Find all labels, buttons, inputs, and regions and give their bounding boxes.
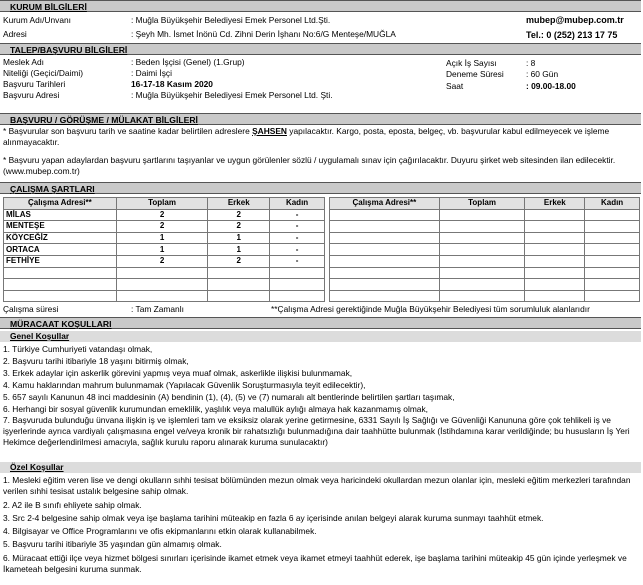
table-row-empty xyxy=(330,232,640,244)
kurum-name-value: : Muğla Büyükşehir Belediyesi Emek Personel Ltd.Şti. xyxy=(131,15,331,25)
table-row-empty xyxy=(4,279,325,291)
ozel-item-4: 4. Bilgisayar ve Office Programlarını ve ofis ekipmanlarını etkin olarak kullanabilmek. xyxy=(3,526,317,536)
talep-value-acik-is: : 8 xyxy=(526,58,536,68)
table-row-empty xyxy=(4,267,325,279)
ozel-item-5: 5. Başvuru tarihi itibariyle 35 yaşından gün almamış olmak. xyxy=(3,539,222,549)
row-toplam: 2 xyxy=(116,209,208,221)
calisma-adres-note: **Çalışma Adresi gerektiğinde Muğla Büyükşehir Belediyesi tüm sorumluluk alanlarıdır xyxy=(271,304,590,314)
ozel-item-3: 3. Src 2-4 belgesine sahip olmak veya işe başlama tarihini müteakip en fazla 6 ay içerisinde anılan belgeyi alarak kuruma sunmayı taahhüt etmek. xyxy=(3,513,544,523)
row-adres: MİLAS xyxy=(4,209,117,221)
table-row xyxy=(4,209,325,221)
talep-value-adres: : Muğla Büyükşehir Belediyesi Emek Personel Ltd. Şti. xyxy=(131,90,333,100)
muracaat-section-header xyxy=(0,317,641,329)
row-adres: MENTEŞE xyxy=(4,221,117,233)
header-adres-right: Çalışma Adresi** xyxy=(330,198,440,210)
ozel-item-6: 6. Müracaat ettiği ilçe veya hizmet bölgesi sınırları içerisinde ikamet etmek veya ikamet etmeyi taahhüt ederek, işe başlama tarihini müteakip 45 gün içinde yerleşmek ve İkameteah belgesini kuruma sunmak. xyxy=(3,553,627,575)
talep-label-adres: Başvuru Adresi xyxy=(3,90,60,100)
kurum-section-header xyxy=(0,0,641,12)
row-toplam: 2 xyxy=(116,255,208,267)
header-kadin-right: Kadın xyxy=(585,198,640,210)
ozel-kosullar-header xyxy=(0,462,641,473)
row-kadin: - xyxy=(270,209,325,221)
talep-label-tarih: Başvuru Tarihleri xyxy=(3,79,66,89)
kurum-address-label: Adresi xyxy=(3,29,27,39)
row-adres: FETHİYE xyxy=(4,255,117,267)
genel-item-5: 5. 657 sayılı Kanunun 48 inci maddesinin (A) bendinin (1), (4), (5) ve (7) numaralı alt bentlerinde belirtilen şartları taşımak, xyxy=(3,392,455,402)
kurum-section-title: KURUM BİLGİLERİ xyxy=(10,2,87,12)
basvuru-p1-emphasis: ŞAHSEN xyxy=(252,126,287,136)
kurum-phone: Tel.: 0 (252) 213 17 75 xyxy=(526,30,618,40)
talep-section-header xyxy=(0,43,641,55)
muracaat-section-title: MÜRACAAT KOŞULLARI xyxy=(10,319,112,329)
table-row xyxy=(4,244,325,256)
calisma-table-header-right xyxy=(330,198,640,210)
kurum-email: mubep@mubep.com.tr xyxy=(526,15,624,25)
header-erkek: Erkek xyxy=(208,198,270,210)
genel-item-3: 3. Erkek adaylar için askerlik görevini yapmış veya muaf olmak, askerlikle ilişkisi bulunmamak, xyxy=(3,368,353,378)
table-row-empty xyxy=(330,244,640,256)
row-toplam: 2 xyxy=(116,221,208,233)
kurum-name-label: Kurum Adı/Unvanı xyxy=(3,15,71,25)
ozel-item-1: 1. Mesleki eğitim veren lise ve dengi okulların sıhhi tesisat bölümünden mezun olmak veya haricindeki okullardan mezun olanlar için, mesleki eğitim merkezleri tarafından verilen sıhhi tesisat ustalık belgesine sahip olmak. xyxy=(3,475,631,497)
talep-value-deneme: : 60 Gün xyxy=(526,69,559,79)
basvuru-section-title: BAŞVURU / GÖRÜŞME / MÜLAKAT BİLGİLERİ xyxy=(10,115,198,125)
table-row xyxy=(4,221,325,233)
calisma-section-header xyxy=(0,182,641,194)
genel-item-2: 2. Başvuru tarihi itibariyle 18 yaşını bitirmiş olmak, xyxy=(3,356,189,366)
calisma-sure-value: : Tam Zamanlı xyxy=(131,304,184,314)
basvuru-p1-start: * Başvurular son başvuru tarih ve saatine kadar belirtilen adreslere xyxy=(3,126,253,136)
row-erkek: 1 xyxy=(208,232,270,244)
talep-value-meslek: : Beden İşçisi (Genel) (1.Grup) xyxy=(131,57,245,67)
basvuru-p1-end: yapılacaktır. Kargo, posta, eposta, belgeç, vb. başvurular kabul edilmeyecek ve işleme alınmayacaktır. xyxy=(3,126,610,148)
calisma-sure-label: Çalışma süresi xyxy=(3,304,59,314)
row-erkek: 2 xyxy=(208,255,270,267)
talep-section-title: TALEP/BAŞVURU BİLGİLERİ xyxy=(10,45,128,55)
table-row xyxy=(4,255,325,267)
row-adres: ORTACA xyxy=(4,244,117,256)
genel-item-7: 7. Başvuruda bulunduğu ünvana ilişkin iş ve işlemleri tam ve eksiksiz olarak yerine getirmesine, 6331 Sayılı İş Sağlığı ve Güvenliği Kanununa göre çok tehlikeli iş ve işyerlerinde ayrıca vardiyalı çalışmasına engel ve/veya kronik bir rahatsızlığı bulunmadığına dair taahhütte bulunmak (İstihdamına karar verildiğinde; bu hususların İş Yeri Hekimce değerlendirilmesi amacıyla, sağlık kurulu raporu alınarak kuruma sunulacaktır) xyxy=(3,415,630,448)
talep-label-acik-is: Açık İş Sayısı xyxy=(446,58,497,68)
calisma-table-left xyxy=(3,197,325,302)
table-row-empty xyxy=(330,209,640,221)
table-row-empty xyxy=(330,267,640,279)
talep-label-deneme: Deneme Süresi xyxy=(446,69,504,79)
header-adres: Çalışma Adresi** xyxy=(4,198,117,210)
talep-value-nitelik: : Daimi İşçi xyxy=(131,68,172,78)
row-kadin: - xyxy=(270,232,325,244)
table-row-empty xyxy=(330,279,640,291)
genel-item-6: 6. Herhangi bir sosyal güvenlik kurumundan emeklilik, yaşlılık veya malullük aylığı almaya hak kazanmamış olmak, xyxy=(3,404,428,414)
basvuru-section-header xyxy=(0,113,641,125)
calisma-table-header xyxy=(4,198,325,210)
table-row-empty xyxy=(330,221,640,233)
row-kadin: - xyxy=(270,244,325,256)
genel-item-1: 1. Türkiye Cumhuriyeti vatandaşı olmak, xyxy=(3,344,153,354)
row-toplam: 1 xyxy=(116,232,208,244)
row-toplam: 1 xyxy=(116,244,208,256)
table-row-empty xyxy=(330,255,640,267)
row-kadin: - xyxy=(270,221,325,233)
talep-label-saat: Saat xyxy=(446,81,464,91)
table-row xyxy=(4,232,325,244)
genel-item-4: 4. Kamu haklarından mahrum bulunmamak (Yapılacak Güvenlik Soruşturmasıyla teyit edilecektir), xyxy=(3,380,366,390)
header-toplam-right: Toplam xyxy=(439,198,525,210)
talep-value-saat: : 09.00-18.00 xyxy=(526,81,576,91)
ozel-item-2: 2. A2 ile B sınıfı ehliyete sahip olmak. xyxy=(3,500,142,510)
calisma-section-title: ÇALIŞMA ŞARTLARI xyxy=(10,184,95,194)
ozel-kosullar-title: Özel Koşullar xyxy=(10,462,64,472)
header-kadin: Kadın xyxy=(270,198,325,210)
row-erkek: 2 xyxy=(208,221,270,233)
row-erkek: 1 xyxy=(208,244,270,256)
table-row-empty xyxy=(330,290,640,302)
row-kadin: - xyxy=(270,255,325,267)
header-erkek-right: Erkek xyxy=(525,198,585,210)
header-toplam: Toplam xyxy=(116,198,208,210)
kurum-address-value: : Şeyh Mh. İsmet İnönü Cd. Zihni Derin İşhanı No:6/G Menteşe/MUĞLA xyxy=(131,29,396,39)
calisma-table-right xyxy=(329,197,640,302)
basvuru-paragraph-1 xyxy=(3,126,639,148)
table-row-empty xyxy=(4,290,325,302)
genel-kosullar-header xyxy=(0,331,641,342)
genel-kosullar-title: Genel Koşullar xyxy=(10,331,70,341)
row-adres: KÖYCEĞİZ xyxy=(4,232,117,244)
talep-label-nitelik: Niteliği (Geçici/Daimi) xyxy=(3,68,84,78)
row-erkek: 2 xyxy=(208,209,270,221)
basvuru-paragraph-2: * Başvuru yapan adaylardan başvuru şartlarını taşıyanlar ve uygun görülenler sözlü / uygulamalı sınav için çağırılacaktır. Duyuru şirket web sitesinden ilan edilecektir. (www.mubep.com.tr) xyxy=(3,155,616,177)
talep-value-tarih: 16-17-18 Kasım 2020 xyxy=(131,79,213,89)
talep-label-meslek: Meslek Adı xyxy=(3,57,44,67)
